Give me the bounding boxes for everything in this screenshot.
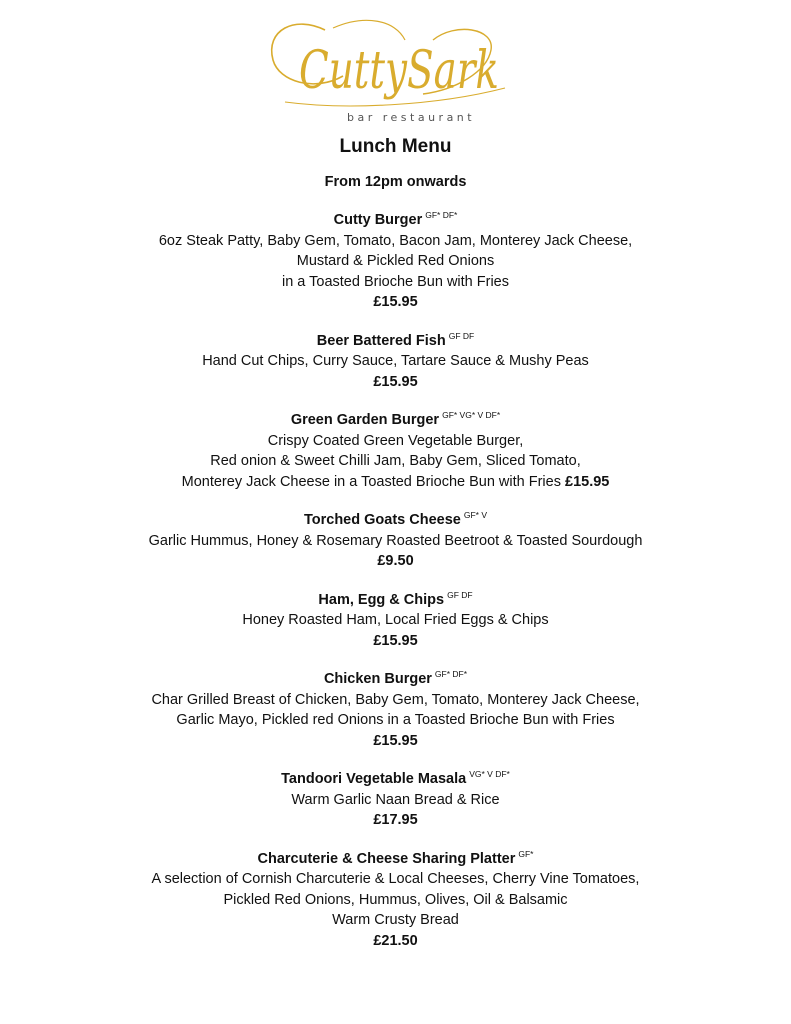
description-text: Monterey Jack Cheese in a Toasted Brioche Bun with Fries [181,473,561,490]
description-text: Hand Cut Chips, Curry Sauce, Tartare Sauce & Mushy Peas [202,353,589,369]
menu-item-price: £21.50 [373,932,418,949]
menu-item-description-line [0,351,791,372]
menu-item [0,510,791,572]
dietary-tags: GF DF [447,589,473,600]
dietary-tags: GF* [518,848,534,859]
dietary-tags: GF* V [463,510,487,521]
description-text: Garlic Hummus, Honey & Rosemary Roasted Beetroot & Toasted Sourdough [148,532,643,549]
menu-item [0,331,791,393]
dietary-tags: VG* V DF* [469,769,510,780]
description-text: in a Toasted Brioche Bun with Fries [281,273,509,290]
menu-item-price: £15.95 [565,473,610,490]
description-text: Garlic Mayo, Pickled red Onions in a Toasted Brioche Bun with Fries [176,712,615,728]
description-text: 6oz Steak Patty, Baby Gem, Tomato, Bacon Jam, Monterey Jack Cheese, [158,232,633,249]
description-text: Mustard & Pickled Red Onions [296,253,495,269]
dietary-tags: GF DF [448,330,475,341]
menu-item-description-line [0,610,791,631]
menu-item-description-line [0,272,791,293]
menu-item-description-line [0,451,791,472]
menu-item-price: £17.95 [373,812,418,828]
logo-wordmark: CuttySark [299,41,499,101]
menu-item [0,849,791,952]
description-text: Warm Crusty Bread [332,912,459,928]
menu-item [0,769,791,831]
menu-item-description-line [0,472,791,493]
menu-item-name: Green Garden Burger [290,412,440,428]
description-text: A selection of Cornish Charcuterie & Local Cheeses, Cherry Vine Tomatoes, [151,871,640,887]
description-text: Honey Roasted Ham, Local Fried Eggs & Chips [242,612,549,628]
menu-item-heading [0,769,791,790]
menu-subtitle: From 12pm onwards [324,174,467,190]
description-text: Char Grilled Breast of Chicken, Baby Gem, Tomato, Monterey Jack Cheese, [151,691,640,708]
menu-item [0,210,791,313]
menu-item-price: £15.95 [373,294,418,310]
menu-item-name: Ham, Egg & Chips [318,591,445,608]
dietary-tags: GF* VG* V DF* [442,410,501,421]
description-text: Warm Garlic Naan Bread & Rice [291,791,500,808]
menu-item-heading [0,410,791,431]
menu-item-name: Cutty Burger [333,212,423,228]
menu-item-description-line [0,910,791,931]
menu-item-name: Torched Goats Cheese [303,512,461,528]
cutty-sark-logo [255,10,525,128]
menu-item-price: £9.50 [377,553,414,569]
menu-item [0,410,791,492]
dietary-tags: GF* DF* [434,669,468,680]
menu-item-heading [0,510,791,531]
menu-item-name: Charcuterie & Cheese Sharing Platter [257,850,516,867]
menu-item-name: Chicken Burger [323,671,432,687]
menu-item-description-line [0,790,791,811]
description-text: Red onion & Sweet Chilli Jam, Baby Gem, Sliced Tomato, [210,453,581,469]
menu-item [0,590,791,652]
menu-item-price: £15.95 [373,632,418,649]
logo-tagline: bar restaurant [347,111,476,124]
description-text: Crispy Coated Green Vegetable Burger, [267,432,524,449]
menu-item-description-line [0,531,791,552]
menu-item-heading [0,590,791,611]
menu-item-price: £15.95 [373,732,418,749]
menu-title: Lunch Menu [339,136,452,157]
menu-item-description-line [0,890,791,911]
menu-item-description-line [0,690,791,711]
menu-item-price: £15.95 [373,373,418,390]
menu-item-name: Tandoori Vegetable Masala [281,771,467,787]
menu-item-description-line [0,710,791,731]
menu-item [0,669,791,751]
dietary-tags: GF* DF* [425,210,458,221]
menu-item-description-line [0,869,791,890]
menu-item-heading [0,210,791,231]
menu-item-description-line [0,431,791,452]
menu-item-description-line [0,251,791,272]
menu-item-heading [0,669,791,690]
menu-item-heading [0,331,791,352]
menu-items [0,210,791,951]
menu-item-name: Beer Battered Fish [316,332,446,349]
menu-item-description-line [0,231,791,252]
menu-item-heading [0,849,791,870]
description-text: Pickled Red Onions, Hummus, Olives, Oil & Balsamic [223,891,568,908]
